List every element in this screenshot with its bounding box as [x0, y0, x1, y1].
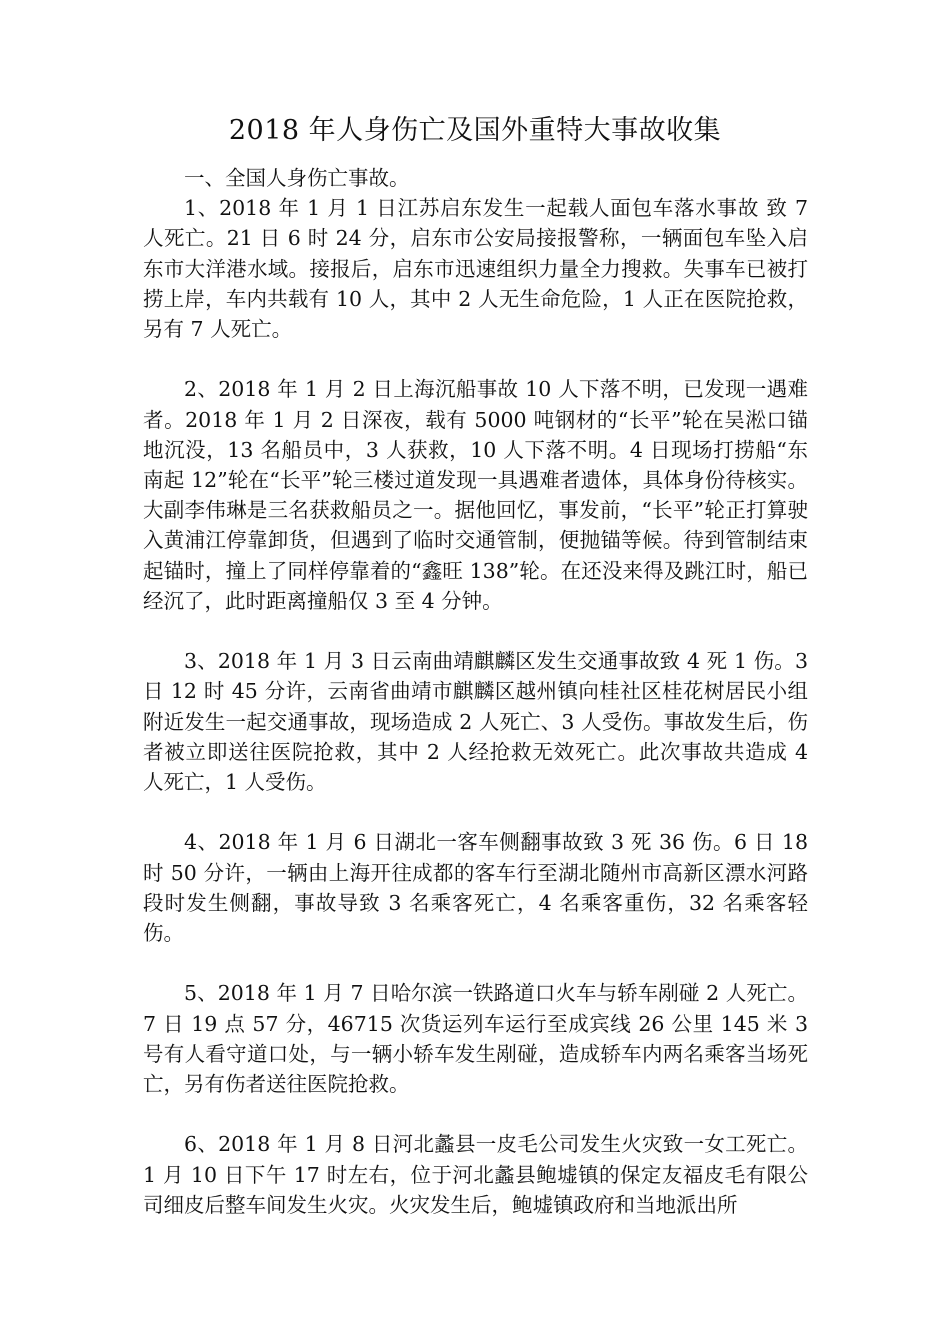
paragraph-incident-1: 1、2018 年 1 月 1 日江苏启东发生一起载人面包车落水事故 致 7 人死亡。21 日 6 时 24 分，启东市公安局接报警称，一辆面包车坠入启东市大洋港水域。接报后，启东市迅速组织力量全力搜救。失事车已被打捞上岸，车内共载有 10 人，其中 2 人无生命危险，1 人正在医院抢救，另有 7 人死亡。	[143, 196, 808, 342]
paragraph-incident-4: 4、2018 年 1 月 6 日湖北一客车侧翻事故致 3 死 36 伤。6 日 18 时 50 分许，一辆由上海开往成都的客车行至湖北随州市高新区漂水河路段时发生侧翻，事故导致 3 名乘客死亡，4 名乘客重伤，32 名乘客轻伤。	[143, 830, 808, 946]
paragraph-incident-5: 5、2018 年 1 月 7 日哈尔滨一铁路道口火车与轿车剐碰 2 人死亡。7 日 19 点 57 分，46715 次货运列车运行至成宾线 26 公里 145 米 3 号有人看守道口处，与一辆小轿车发生剐碰，造成轿车内两名乘客当场死亡，另有伤者送往医院抢救。	[143, 981, 808, 1097]
section-heading: 一、全国人身伤亡事故。	[184, 166, 410, 190]
document-body	[143, 163, 808, 1250]
paragraph-incident-6: 6、2018 年 1 月 8 日河北蠡县一皮毛公司发生火灾致一女工死亡。1 月 10 日下午 17 时左右，位于河北蠡县鲍墟镇的保定友福皮毛有限公司细皮后整车间发生火灾。火灾发生后，鲍墟镇政府和当地派出所	[143, 1132, 808, 1217]
paragraph-incident-3: 3、2018 年 1 月 3 日云南曲靖麒麟区发生交通事故致 4 死 1 伤。3 日 12 时 45 分许，云南省曲靖市麒麟区越州镇向桂社区桂花树居民小组附近发生一起交通事故，现场造成 2 人死亡、3 人受伤。事故发生后，伤者被立即送往医院抢救，其中 2 人经抢救无效死亡。此次事故共造成 4 人死亡，1 人受伤。	[143, 649, 808, 795]
document-title: 2018 年人身伤亡及国外重特大事故收集	[228, 115, 722, 146]
paragraph-incident-2: 2、2018 年 1 月 2 日上海沉船事故 10 人下落不明，已发现一遇难者。2018 年 1 月 2 日深夜，载有 5000 吨钢材的“长平”轮在吴淞口锚地沉没，13 名船员中，3 人获救，10 人下落不明。4 日现场打捞船“东南起 12”轮在“长平”轮三楼过道发现一具遇难者遗体，具体身份待核实。大副李伟琳是三名获救船员之一。据他回忆，事发前，“长平”轮正打算驶入黄浦江停靠卸货，但遇到了临时交通管制，便抛锚等候。待到管制结束起锚时，撞上了同样停靠着的“鑫旺 138”轮。在还没来得及跳江时，船已经沉了，此时距离撞船仅 3 至 4 分钟。	[143, 377, 808, 613]
